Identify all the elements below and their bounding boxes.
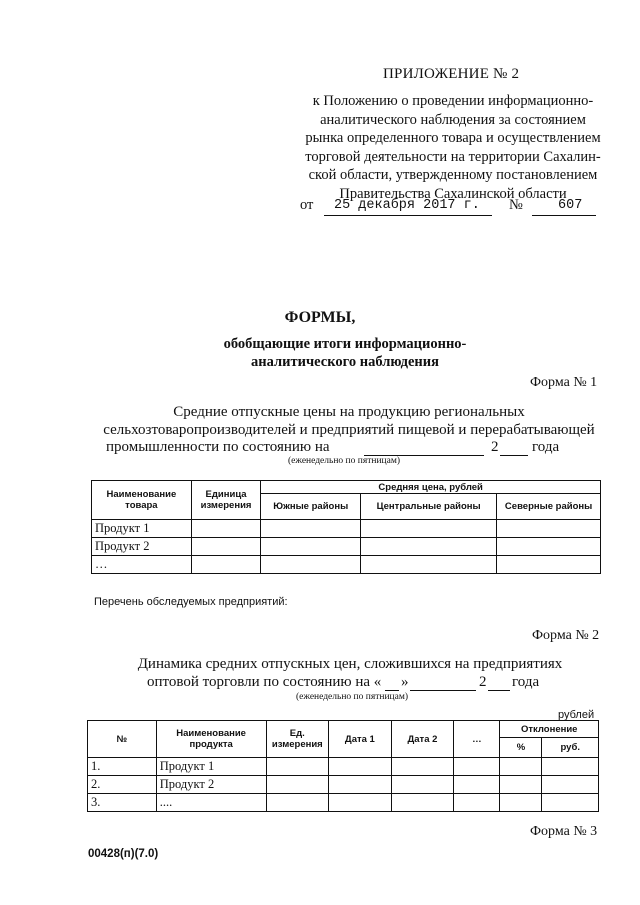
- form1-weekly-note: (еженедельно по пятницам): [288, 456, 401, 466]
- footer-code: 00428(п)(7.0): [88, 848, 159, 860]
- cell: [542, 794, 599, 812]
- appendix-line: к Положению о проведении информационно-: [312, 93, 594, 109]
- date-prefix: от: [300, 197, 314, 213]
- cell: [329, 794, 392, 812]
- table-row: [88, 776, 599, 794]
- cell: [454, 776, 500, 794]
- row-number: 2.: [88, 776, 157, 794]
- cell: [454, 758, 500, 776]
- table-row: [92, 556, 601, 574]
- appendix-line: аналитического наблюдения за состоянием: [320, 111, 586, 128]
- header-unit: Ед. измерения: [266, 721, 329, 758]
- form2-year-prefix: 2: [479, 674, 487, 690]
- appendix-title: ПРИЛОЖЕНИЕ № 2: [383, 66, 520, 82]
- header-unit: Единица измерения: [191, 481, 261, 520]
- forms-subtitle-line: аналитического наблюдения: [251, 354, 439, 370]
- cell: [191, 520, 261, 538]
- form2-heading: [100, 655, 600, 674]
- form1-heading-tail-text: промышленности по состоянию на: [106, 439, 330, 455]
- cell: [391, 776, 454, 794]
- form2-label: Форма № 2: [532, 628, 600, 643]
- cell: [261, 556, 361, 574]
- form2-year-blank: [488, 690, 510, 691]
- cell: [361, 556, 497, 574]
- table-row: [92, 538, 601, 556]
- cell: [191, 538, 261, 556]
- form2-quote-close: »: [401, 674, 409, 690]
- row-number: 3.: [88, 794, 157, 812]
- cell: [497, 520, 601, 538]
- forms-title: ФОРМЫ,: [284, 309, 356, 326]
- number-sign: №: [509, 197, 523, 213]
- header-more: …: [454, 721, 500, 758]
- cell: [329, 758, 392, 776]
- cell: [500, 776, 542, 794]
- table-row: [88, 794, 599, 812]
- cell: [329, 776, 392, 794]
- form1-year-prefix: 2: [491, 439, 499, 455]
- appendix-line: рынка определенного товара и осуществлением: [305, 130, 601, 146]
- cell: [500, 794, 542, 812]
- product-cell: Продукт 1: [92, 520, 192, 538]
- product-cell: …: [92, 556, 192, 574]
- cell: [391, 794, 454, 812]
- appendix-description: [288, 92, 618, 203]
- row-number: 1.: [88, 758, 157, 776]
- form1-heading-line: сельхозтоваропроизводителей и предприятий пищевой и перерабатывающей: [103, 422, 595, 438]
- resolution-date-row: [300, 197, 620, 219]
- header-num: №: [88, 721, 157, 758]
- header-date1: Дата 1: [329, 721, 392, 758]
- form3-label: Форма № 3: [530, 824, 598, 839]
- form2-heading-tail: [147, 674, 587, 694]
- cell: [454, 794, 500, 812]
- form1-label: Форма № 1: [530, 375, 598, 390]
- cell: [361, 520, 497, 538]
- header-product: Наименование товара: [92, 481, 192, 520]
- appendix-line: ской области, утвержденному постановлением: [308, 167, 598, 183]
- cell: [361, 538, 497, 556]
- form2-heading-line: Динамика средних отпускных цен, сложившихся на предприятиях: [137, 656, 563, 672]
- forms-subtitle-line: обобщающие итоги информационно-: [223, 336, 467, 352]
- currency-label: рублей: [558, 709, 595, 721]
- appendix-line: Правительства Сахалинской области: [339, 185, 567, 202]
- form2-month-blank: [410, 690, 476, 691]
- appendix-line: торговой деятельности на территории Сахалин-: [305, 148, 601, 165]
- form1-year-blank: [500, 455, 528, 456]
- product-cell: ....: [156, 794, 266, 812]
- date-underline: [324, 215, 492, 216]
- product-cell: Продукт 2: [156, 776, 266, 794]
- form2-year-word: года: [512, 674, 540, 690]
- header-deviation: Отклонение: [500, 721, 599, 738]
- header-south: Южные районы: [261, 494, 361, 520]
- form1-table: [91, 480, 601, 574]
- form2-day-blank: [385, 690, 399, 691]
- cell: [261, 538, 361, 556]
- form2-table: [87, 720, 599, 812]
- table-row: [88, 758, 599, 776]
- cell: [261, 520, 361, 538]
- form2-heading-start: оптовой торговли по состоянию на «: [147, 674, 382, 690]
- table-row: [92, 520, 601, 538]
- cell: [266, 758, 329, 776]
- forms-subtitle: [200, 335, 490, 371]
- product-cell: Продукт 2: [92, 538, 192, 556]
- header-rub: руб.: [542, 738, 599, 758]
- header-central: Центральные районы: [361, 494, 497, 520]
- product-cell: Продукт 1: [156, 758, 266, 776]
- form1-heading-line: Средние отпускные цены на продукцию региональных: [173, 404, 525, 420]
- header-avg-price: Средняя цена, рублей: [261, 481, 601, 494]
- cell: [542, 758, 599, 776]
- cell: [266, 794, 329, 812]
- cell: [542, 776, 599, 794]
- header-date2: Дата 2: [391, 721, 454, 758]
- form1-heading: [96, 403, 602, 439]
- resolution-date: 25 декабря 2017 г.: [334, 198, 480, 213]
- resolution-number: 607: [558, 198, 583, 213]
- enterprises-label: Перечень обследуемых предприятий:: [94, 596, 288, 608]
- cell: [266, 776, 329, 794]
- cell: [497, 556, 601, 574]
- cell: [497, 538, 601, 556]
- header-percent: %: [500, 738, 542, 758]
- header-product-name: Наименование продукта: [156, 721, 266, 758]
- form2-weekly-note: (еженедельно по пятницам): [296, 692, 409, 702]
- cell: [500, 758, 542, 776]
- header-north: Северные районы: [497, 494, 601, 520]
- cell: [391, 758, 454, 776]
- number-underline: [532, 215, 596, 216]
- cell: [191, 556, 261, 574]
- form1-year-word: года: [532, 439, 560, 455]
